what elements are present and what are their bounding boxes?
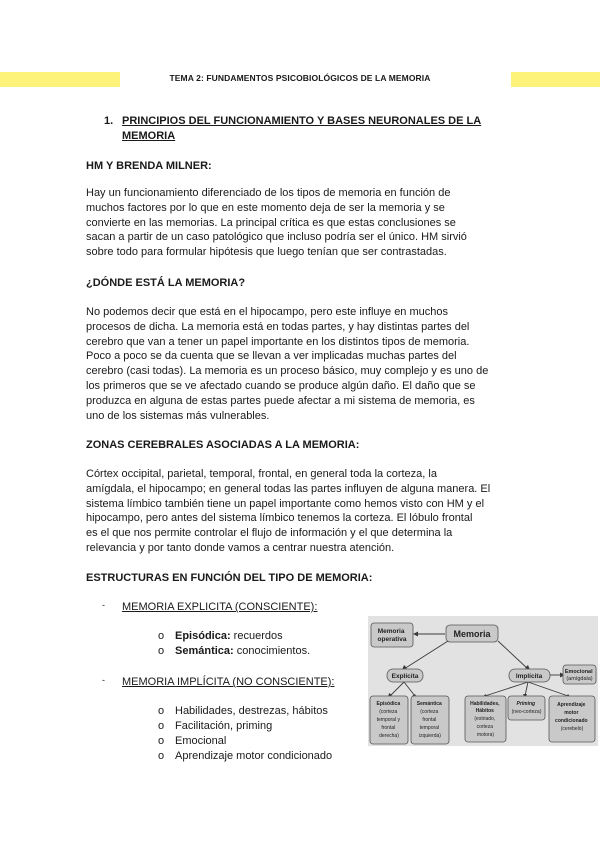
implicita-label: MEMORIA IMPLÍCITA (NO CONSCIENTE): bbox=[122, 676, 335, 688]
svg-text:Memoria operativa bbox=[378, 628, 407, 643]
node-label: Semántica bbox=[416, 701, 442, 707]
node-label: Aprendizaje bbox=[557, 702, 586, 708]
zonas-paragraph bbox=[86, 467, 516, 556]
item-text: recuerdos bbox=[230, 630, 283, 642]
sub-bullet-marker: o bbox=[158, 630, 165, 642]
node-memoria-operativa bbox=[371, 623, 413, 647]
node-label: Priming bbox=[516, 701, 536, 707]
estructuras-heading: ESTRUCTURAS EN FUNCIÓN DEL TIPO DE MEMORIA: bbox=[86, 572, 373, 584]
item-text: Aprendizaje motor condicionado bbox=[175, 750, 333, 762]
paragraph-line: los primeros que se ve afectado cuando se produce algún daño. El daño que se bbox=[86, 379, 476, 392]
paragraph-line: sacan a partir de un caso patológico que incluso podría ser el único. HM sirvió bbox=[86, 231, 467, 244]
item-text: Facilitación, priming bbox=[175, 720, 273, 732]
node-label: temporal bbox=[419, 725, 440, 731]
node-label: derecha) bbox=[379, 733, 399, 739]
item-bold: Episódica: bbox=[175, 630, 231, 642]
paragraph-line: produzca en alguna de estas partes puede afectar a mi sistema de memoria, es bbox=[86, 394, 475, 407]
bullet-explicita bbox=[102, 601, 317, 613]
sub-item-aprendizaje bbox=[158, 750, 332, 762]
node-label: operativa bbox=[377, 636, 407, 643]
section-number: 1. bbox=[104, 115, 114, 127]
hm-heading: HM Y BRENDA MILNER: bbox=[86, 160, 212, 172]
memory-types-diagram bbox=[368, 616, 598, 746]
document-title: TEMA 2: FUNDAMENTOS PSICOBIOLÓGICOS DE LA MEMORIA bbox=[169, 73, 431, 83]
svg-text:Emocional (amígdala) bbox=[565, 669, 594, 682]
bullet-marker: - bbox=[102, 675, 105, 685]
paragraph-line: sistema límbico también tiene un papel importante como hemos visto con HM y el bbox=[86, 497, 485, 510]
node-label: (corteza bbox=[420, 709, 439, 715]
paragraph-line: relevancia y por tanto donde vamos a centrar nuestra atención. bbox=[86, 541, 395, 554]
node-label: Habilidades, bbox=[470, 701, 500, 707]
node-label: (amígdala) bbox=[566, 676, 593, 682]
section-heading bbox=[104, 114, 504, 143]
item-text: Habilidades, destrezas, hábitos bbox=[175, 705, 328, 717]
donde-paragraph bbox=[86, 305, 516, 423]
paragraph-line: No podemos decir que está en el hipocampo, pero este influye en muchos bbox=[86, 306, 448, 318]
paragraph-line: cerebro (casi todas). La memoria es un proceso básico, muy complejo y es uno de bbox=[86, 365, 489, 378]
node-label: Memoria bbox=[377, 628, 405, 635]
donde-heading: ¿DÓNDE ESTÁ LA MEMORIA? bbox=[86, 277, 246, 289]
node-label: (corteza bbox=[379, 709, 398, 715]
item-text: Emocional bbox=[175, 735, 227, 747]
node-label: motor bbox=[564, 710, 579, 716]
paragraph-line: amígdala, el hipocampo; en general todas las partes influyen de alguna manera. El bbox=[86, 482, 491, 495]
hm-paragraph bbox=[86, 186, 516, 260]
paragraph-line: sobre todo para formular hipótesis que luego tenían que ser contrastadas. bbox=[86, 246, 447, 259]
node-label: Emocional bbox=[564, 669, 593, 675]
sub-bullet-marker: o bbox=[158, 720, 165, 732]
node-label: Episódica bbox=[376, 701, 401, 707]
bullet-implicita bbox=[102, 676, 334, 688]
node-label: corteza bbox=[476, 724, 494, 730]
paragraph-line: Hay un funcionamiento diferenciado de los tipos de memoria en función de bbox=[86, 187, 451, 199]
zonas-heading: ZONAS CEREBRALES ASOCIADAS A LA MEMORIA: bbox=[86, 439, 360, 451]
node-priming bbox=[508, 696, 545, 720]
section-title: PRINCIPIOS DEL FUNCIONAMIENTO Y BASES NEURONALES DE LA MEMORIA bbox=[122, 115, 482, 142]
sub-item-priming bbox=[158, 720, 272, 732]
sub-item-emocional bbox=[158, 735, 226, 747]
node-label: Hábitos bbox=[475, 708, 494, 714]
node-label: (neo-corteza) bbox=[511, 709, 542, 715]
node-label: frontal bbox=[381, 725, 396, 731]
node-label: izquierda) bbox=[419, 733, 441, 739]
paragraph-line: Poco a poco se da cuenta que se llevan a ver implicadas muchas partes del bbox=[86, 350, 457, 363]
item-text: conocimientos. bbox=[233, 645, 311, 657]
sub-bullet-marker: o bbox=[158, 750, 165, 762]
node-label: condicionado bbox=[555, 718, 588, 724]
bullet-marker: - bbox=[102, 600, 105, 610]
paragraph-line: muchos factores por lo que en este momento deja de ser la memoria y se bbox=[86, 201, 445, 214]
paragraph-line: cerebro que van a tener un papel importante en los distintos tipos de memoria. bbox=[86, 335, 470, 348]
explicita-label: MEMORIA EXPLICITA (CONSCIENTE): bbox=[122, 601, 318, 613]
paragraph-line: convierte en las memorias. La principal crítica es que estas conclusiones se bbox=[86, 216, 456, 229]
node-label: (estriado, bbox=[474, 716, 496, 722]
node-label: Memoria bbox=[453, 629, 491, 639]
node-label: frontal bbox=[422, 717, 437, 723]
sub-item-semantica bbox=[158, 645, 310, 657]
item-bold: Semántica: bbox=[175, 645, 234, 657]
sub-item-episodica bbox=[158, 630, 283, 642]
paragraph-line: es el que nos permite controlar el flujo de información y el que determina la bbox=[86, 527, 453, 540]
paragraph-line: procesos de dicha. La memoria está en todas partes, y hay distintas partes del bbox=[86, 320, 470, 333]
paragraph-line: uno de los sistemas más vulnerables. bbox=[86, 409, 270, 422]
paragraph-line: Córtex occipital, parietal, temporal, frontal, en general toda la corteza, la bbox=[86, 468, 437, 480]
node-label: Implícita bbox=[515, 673, 543, 680]
sub-bullet-marker: o bbox=[158, 705, 165, 717]
node-label: Explícita bbox=[391, 673, 419, 680]
node-label: temporal y bbox=[376, 717, 400, 723]
node-label: motora) bbox=[476, 732, 495, 738]
sub-bullet-marker: o bbox=[158, 735, 165, 747]
sub-item-habilidades bbox=[158, 705, 328, 717]
paragraph-line: hipocampo, pero antes del sistema límbico tenemos la corteza. El lóbulo frontal bbox=[86, 512, 473, 525]
svg-text:Episódica (corteza tem bbox=[376, 701, 401, 739]
node-label: (cerebelo) bbox=[560, 726, 584, 732]
sub-bullet-marker: o bbox=[158, 645, 165, 657]
